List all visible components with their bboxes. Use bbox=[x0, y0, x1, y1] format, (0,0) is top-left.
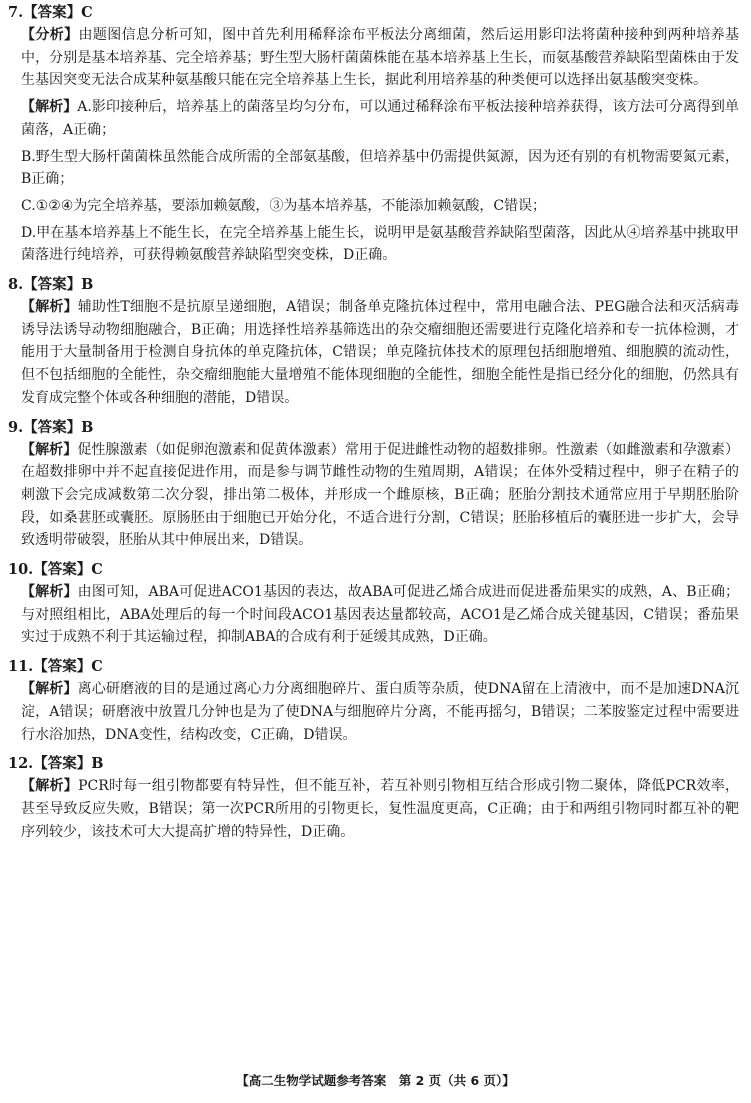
question-12 bbox=[8, 753, 739, 843]
page-footer: 【高二生物学试题参考答案 第 2 页（共 6 页）】 bbox=[236, 1073, 515, 1088]
question-11 bbox=[8, 656, 739, 746]
analysis-text: 由题图信息分析可知，图中首先利用稀释涂布平板法分离细菌，然后运用影印法将菌种接种到两种培养基中，分别是基本培养基、完全培养基；野生型大肠杆菌菌株能在基本培养基上生长，而氨基酸营养缺陷型菌株由于发生基因突变无法合成某种氨基酸只能在完全培养基上生长，据此利用培养基的种类便可以选择出氨基酸突变株。 bbox=[21, 27, 740, 89]
question-7 bbox=[8, 2, 739, 267]
explanation-block bbox=[8, 581, 739, 649]
explanation-paragraph bbox=[21, 439, 739, 553]
answer-header: 10.【答案】C bbox=[8, 561, 103, 579]
option-d-paragraph: D.甲在基本培养基上不能生长，在完全培养基上能生长，说明甲是氨基酸营养缺陷型菌落，因此从④培养基中挑取甲菌落进行纯培养，可获得赖氨酸营养缺陷型突变株，D正确。 bbox=[21, 224, 739, 264]
explanation-paragraph bbox=[21, 775, 739, 843]
explanation-block bbox=[8, 775, 739, 843]
explanation-paragraph bbox=[21, 96, 739, 141]
explanation-block bbox=[8, 24, 739, 267]
option-b-paragraph: B.野生型大肠杆菌菌株虽然能合成所需的全部氨基酸，但培养基中仍需提供氮源，因为还有别的有机物需要氮元素，B正确； bbox=[21, 148, 739, 188]
explanation-block bbox=[8, 296, 739, 410]
explanation-text: 由图可知，ABA可促进ACO1基因的表达，故ABA可促进乙烯合成进而促进番茄果实的成熟，A、B正确；与对照组相比，ABA处理后的每一个时间段ACO1基因表达量都较高，ACO1是乙烯合成关键基因，C错误；番茄果实过于成熟不利于其运输过程，抑制ABA的合成有利于延缓其成熟，D正确。 bbox=[21, 584, 740, 646]
question-10 bbox=[8, 559, 739, 649]
explanation-paragraph bbox=[21, 296, 739, 410]
explanation-text: 离心研磨液的目的是通过离心力分离细胞碎片、蛋白质等杂质，使DNA留在上清液中，而不是加速DNA沉淀，A错误；研磨液中放置几分钟也是为了使DNA与细胞碎片分离，不能再摇匀，B错误；二苯胺鉴定过程中需要进行水浴加热，DNA变性，结构改变，C正确，D错误。 bbox=[21, 681, 740, 743]
explanation-tag: 【解析】 bbox=[21, 584, 78, 601]
question-8 bbox=[8, 274, 739, 410]
explanation-text: PCR时每一组引物都要有特异性，但不能互补，若互补则引物相互结合形成引物二聚体，降低PCR效率，甚至导致反应失败，B错误；第一次PCR所用的引物更长，复性温度更高，C正确；由于和两组引物同时都互补的靶序列较少，该技术可大大提高扩增的特异性，D正确。 bbox=[21, 778, 740, 840]
explanation-text: 辅助性T细胞不是抗原呈递细胞，A错误；制备单克隆抗体过程中，常用电融合法、PEG融合法和灭活病毒诱导法诱导动物细胞融合，B正确；用选择性培养基筛选出的杂交瘤细胞还需要进行克隆化培养和专一抗体检测，才能用于大量制备用于检测自身抗体的单克隆抗体，C错误；单克隆抗体技术的原理包括细胞增殖、细胞膜的流动性，但不包括细胞的全能性，杂交瘤细胞能大量增殖不能体现细胞的全能性，细胞全能性是指已经分化的细胞，仍然具有发育成完整个体或各种细胞的潜能，D错误。 bbox=[21, 299, 739, 406]
answer-header: 7.【答案】C bbox=[8, 4, 93, 21]
analysis-paragraph bbox=[21, 24, 739, 92]
answer-header: 9.【答案】B bbox=[8, 418, 94, 436]
option-c-paragraph: C.①②④为完全培养基，要添加赖氨酸，③为基本培养基，不能添加赖氨酸，C错误； bbox=[21, 197, 547, 214]
answer-header: 12.【答案】B bbox=[8, 755, 104, 773]
explanation-paragraph bbox=[21, 581, 739, 649]
explanation-text: A.影印接种后，培养基上的菌落呈均匀分布，可以通过稀释涂布平板法接种培养获得，该方法可分离得到单菌落，A正确； bbox=[21, 99, 740, 138]
explanation-block bbox=[8, 439, 739, 553]
explanation-block bbox=[8, 678, 739, 746]
explanation-tag: 【解析】 bbox=[21, 99, 78, 116]
question-9 bbox=[8, 417, 739, 553]
answer-header: 8.【答案】B bbox=[8, 276, 94, 294]
explanation-tag: 【解析】 bbox=[21, 778, 79, 795]
analysis-tag: 【分析】 bbox=[21, 27, 79, 43]
explanation-tag: 【解析】 bbox=[21, 299, 78, 316]
answer-header: 11.【答案】C bbox=[8, 658, 103, 676]
explanation-paragraph bbox=[21, 678, 739, 746]
explanation-text: 促性腺激素（如促卵泡激素和促黄体激素）常用于促进雌性动物的超数排卵。性激素（如雌激素和孕激素）在超数排卵中并不起直接促进作用，而是参与调节雌性动物的生殖周期，A错误；在体外受精过程中，卵子在精子的刺激下会完成减数第二次分裂，排出第二极体，并形成一个雌原核，B正确；胚胎分割技术通常应用于早期胚胎阶段，如桑葚胚或囊胚。原肠胚由于细胞已开始分化，不适合进行分割，C错误；胚胎移植后的囊胚进一步扩大，会导致透明带破裂，胚胎从其中伸展出来，D错误。 bbox=[21, 441, 740, 549]
explanation-tag: 【解析】 bbox=[21, 681, 78, 698]
explanation-tag: 【解析】 bbox=[21, 441, 78, 458]
